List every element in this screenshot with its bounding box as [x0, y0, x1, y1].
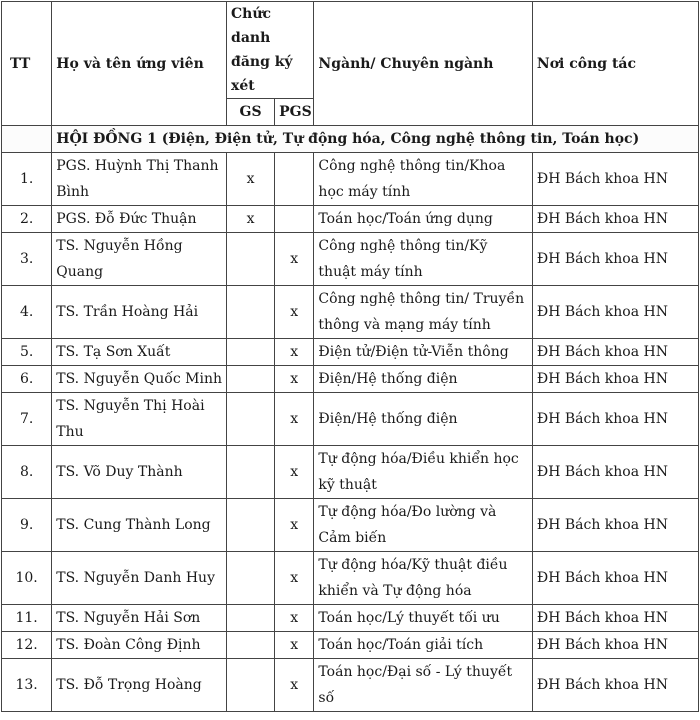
pgs-mark: x	[275, 339, 314, 366]
workplace: ĐH Bách khoa HN	[532, 393, 698, 446]
pgs-mark: x	[275, 286, 314, 339]
gs-mark: x	[227, 153, 275, 206]
table-row	[2, 552, 699, 605]
candidate-name: TS. Nguyễn Hải Sơn	[52, 605, 227, 632]
row-number: 6.	[2, 366, 52, 393]
workplace: ĐH Bách khoa HN	[532, 339, 698, 366]
pgs-mark: x	[275, 632, 314, 659]
major-field: Tự động hóa/Đo lường và Cảm biến	[314, 499, 532, 552]
row-number: 2.	[2, 206, 52, 233]
pgs-mark	[275, 153, 314, 206]
header-major: Ngành/ Chuyên ngành	[314, 2, 532, 126]
major-field: Điện tử/Điện tử-Viễn thông	[314, 339, 532, 366]
gs-mark	[227, 659, 275, 712]
council-row	[2, 126, 699, 153]
candidate-name: TS. Tạ Sơn Xuất	[52, 339, 227, 366]
workplace: ĐH Bách khoa HN	[532, 499, 698, 552]
major-field: Toán học/Đại số - Lý thuyết số	[314, 659, 532, 712]
major-field: Toán học/Toán giải tích	[314, 632, 532, 659]
table-row	[2, 206, 699, 233]
table-row	[2, 659, 699, 712]
table-row	[2, 339, 699, 366]
gs-mark	[227, 339, 275, 366]
header-gs: GS	[227, 99, 275, 126]
workplace: ĐH Bách khoa HN	[532, 366, 698, 393]
candidate-name: TS. Nguyễn Thị Hoài Thu	[52, 393, 227, 446]
major-field: Toán học/Lý thuyết tối ưu	[314, 605, 532, 632]
candidate-name: PGS. Đỗ Đức Thuận	[52, 206, 227, 233]
row-number: 8.	[2, 446, 52, 499]
candidate-name: TS. Nguyễn Danh Huy	[52, 552, 227, 605]
header-title-group: Chức danh đăng ký xét	[227, 2, 314, 99]
gs-mark	[227, 233, 275, 286]
header-row	[2, 2, 699, 99]
workplace: ĐH Bách khoa HN	[532, 605, 698, 632]
table-row	[2, 605, 699, 632]
gs-mark	[227, 446, 275, 499]
major-field: Công nghệ thông tin/ Truyền thông và mạng máy tính	[314, 286, 532, 339]
table-row	[2, 286, 699, 339]
row-number: 10.	[2, 552, 52, 605]
table-row	[2, 393, 699, 446]
council-blank	[2, 126, 52, 153]
gs-mark	[227, 605, 275, 632]
candidate-name: TS. Võ Duy Thành	[52, 446, 227, 499]
row-number: 13.	[2, 659, 52, 712]
pgs-mark: x	[275, 605, 314, 632]
document-page	[1, 1, 699, 720]
pgs-mark: x	[275, 446, 314, 499]
workplace: ĐH Bách khoa HN	[532, 552, 698, 605]
major-field: Công nghệ thông tin/Kỹ thuật máy tính	[314, 233, 532, 286]
major-field: Tự động hóa/Kỹ thuật điều khiển và Tự động hóa	[314, 552, 532, 605]
table-row	[2, 499, 699, 552]
gs-mark: x	[227, 206, 275, 233]
major-field: Điện/Hệ thống điện	[314, 393, 532, 446]
header-name: Họ và tên ứng viên	[52, 2, 227, 126]
row-number: 9.	[2, 499, 52, 552]
row-number: 3.	[2, 233, 52, 286]
gs-mark	[227, 552, 275, 605]
row-number: 12.	[2, 632, 52, 659]
candidate-name: PGS. Huỳnh Thị Thanh Bình	[52, 153, 227, 206]
gs-mark	[227, 499, 275, 552]
pgs-mark: x	[275, 499, 314, 552]
candidate-name: TS. Cung Thành Long	[52, 499, 227, 552]
pgs-mark: x	[275, 366, 314, 393]
workplace: ĐH Bách khoa HN	[532, 632, 698, 659]
table-row	[2, 446, 699, 499]
workplace: ĐH Bách khoa HN	[532, 233, 698, 286]
gs-mark	[227, 366, 275, 393]
workplace: ĐH Bách khoa HN	[532, 153, 698, 206]
pgs-mark	[275, 206, 314, 233]
table-row	[2, 153, 699, 206]
header-org: Nơi công tác	[532, 2, 698, 126]
workplace: ĐH Bách khoa HN	[532, 446, 698, 499]
major-field: Công nghệ thông tin/Khoa học máy tính	[314, 153, 532, 206]
header-tt: TT	[2, 2, 52, 126]
candidate-name: TS. Nguyễn Quốc Minh	[52, 366, 227, 393]
workplace: ĐH Bách khoa HN	[532, 659, 698, 712]
header-pgs: PGS	[275, 99, 314, 126]
council-title: HỘI ĐỒNG 1 (Điện, Điện tử, Tự động hóa, Công nghệ thông tin, Toán học)	[52, 126, 699, 153]
row-number: 1.	[2, 153, 52, 206]
major-field: Toán học/Toán ứng dụng	[314, 206, 532, 233]
gs-mark	[227, 286, 275, 339]
major-field: Tự động hóa/Điều khiển học kỹ thuật	[314, 446, 532, 499]
gs-mark	[227, 393, 275, 446]
row-number: 7.	[2, 393, 52, 446]
major-field: Điện/Hệ thống điện	[314, 366, 532, 393]
pgs-mark: x	[275, 659, 314, 712]
row-number: 11.	[2, 605, 52, 632]
pgs-mark: x	[275, 393, 314, 446]
candidate-name: TS. Trần Hoàng Hải	[52, 286, 227, 339]
table-row	[2, 632, 699, 659]
row-number: 4.	[2, 286, 52, 339]
candidate-table	[1, 1, 699, 712]
workplace: ĐH Bách khoa HN	[532, 206, 698, 233]
pgs-mark: x	[275, 233, 314, 286]
gs-mark	[227, 632, 275, 659]
candidate-name: TS. Đoàn Công Định	[52, 632, 227, 659]
candidate-name: TS. Nguyễn Hồng Quang	[52, 233, 227, 286]
pgs-mark: x	[275, 552, 314, 605]
workplace: ĐH Bách khoa HN	[532, 286, 698, 339]
row-number: 5.	[2, 339, 52, 366]
table-row	[2, 233, 699, 286]
candidate-name: TS. Đỗ Trọng Hoàng	[52, 659, 227, 712]
table-row	[2, 366, 699, 393]
